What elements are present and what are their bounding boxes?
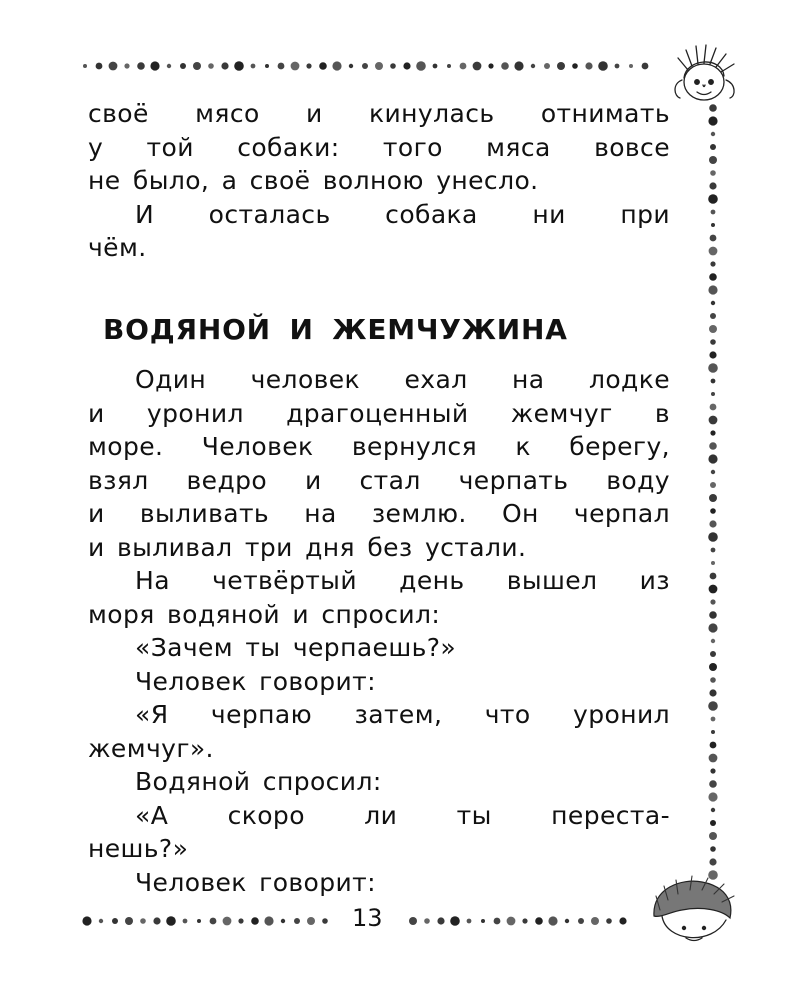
border-dot <box>234 61 244 71</box>
border-dot <box>208 63 214 69</box>
border-dot <box>710 339 716 345</box>
text-line: своё мясо и кинулась отнимать <box>88 99 670 128</box>
border-dot <box>291 62 300 71</box>
border-dot <box>709 156 717 164</box>
border-dot <box>507 917 516 926</box>
text-line: Один человек ехал на лодке <box>135 365 670 394</box>
border-dot <box>197 919 201 923</box>
border-dot <box>124 63 129 68</box>
border-dot <box>307 917 315 925</box>
previous-story-text <box>88 97 670 265</box>
border-dot <box>251 64 256 69</box>
border-dot <box>591 917 599 925</box>
border-dot <box>193 62 201 70</box>
border-dot <box>709 494 717 502</box>
border-dot <box>710 677 716 683</box>
border-dot <box>710 313 716 319</box>
border-dot <box>710 170 716 176</box>
text-line: и выливал три дня без устали. <box>88 532 527 562</box>
story-title: ВОДЯНОЙ И ЖЕМЧУЖИНА <box>103 313 568 346</box>
border-dot <box>709 689 716 696</box>
border-dot <box>711 210 716 215</box>
border-dot <box>709 858 716 865</box>
border-dot <box>709 780 717 788</box>
border-dot <box>180 63 186 69</box>
border-dot <box>375 62 383 70</box>
border-dot <box>708 532 718 542</box>
border-dot <box>642 63 649 70</box>
border-dot <box>416 61 426 71</box>
right-dotted-border <box>705 90 721 880</box>
border-dot <box>306 63 311 68</box>
border-dot <box>709 416 718 425</box>
border-dot <box>137 62 145 70</box>
border-dot <box>711 548 716 553</box>
border-dot <box>265 64 269 68</box>
border-dot <box>531 64 535 68</box>
border-dot <box>709 611 717 619</box>
border-dot <box>629 64 633 68</box>
border-dot <box>362 63 368 69</box>
text-line: и уронил драгоценный жемчуг в <box>88 398 670 428</box>
border-dot <box>319 62 327 70</box>
bottom-dotted-border-left <box>82 913 342 929</box>
border-dot <box>708 701 718 711</box>
border-dot <box>488 63 493 68</box>
border-dot <box>606 918 612 924</box>
text-line: и выливать на землю. Он черпал <box>88 499 670 528</box>
border-dot <box>709 520 716 527</box>
text-line: Человек говорит: <box>135 666 376 696</box>
text-line: «А скоро ли ты переста- <box>135 800 670 830</box>
border-dot <box>238 918 243 923</box>
border-dot <box>390 63 396 69</box>
text-line: «Я черпаю затем, что уронил <box>135 700 670 729</box>
border-dot <box>467 919 472 924</box>
border-dot <box>708 454 717 463</box>
border-dot <box>710 768 715 773</box>
border-dot <box>711 392 715 396</box>
border-dot <box>460 63 467 70</box>
border-dot <box>709 182 716 189</box>
border-dot <box>709 273 717 281</box>
border-dot <box>473 62 482 71</box>
border-dot <box>710 430 715 435</box>
text-line: чём. <box>88 233 147 262</box>
border-dot <box>710 235 717 242</box>
border-dot <box>711 223 715 227</box>
border-dot <box>710 261 715 266</box>
border-dot <box>708 116 717 125</box>
border-dot <box>709 247 718 256</box>
border-dot <box>403 62 410 69</box>
border-dot <box>153 917 160 924</box>
border-dot <box>619 917 626 924</box>
border-dot <box>251 917 259 925</box>
text-line: На четвёртый день вышел из <box>135 566 670 595</box>
text-line: Человек говорит: <box>135 867 376 897</box>
border-dot <box>535 917 543 925</box>
border-dot <box>711 561 715 565</box>
text-line: нешь?» <box>88 834 189 863</box>
border-dot <box>109 62 118 71</box>
border-dot <box>99 919 103 923</box>
border-dot <box>598 61 608 71</box>
border-dot <box>711 301 715 305</box>
text-line: у той собаки: того мяса вовсе <box>88 132 670 162</box>
border-dot <box>433 64 438 69</box>
border-dot <box>710 404 717 411</box>
text-line: «Зачем ты черпаешь?» <box>135 633 457 662</box>
border-dot <box>709 754 718 763</box>
border-dot <box>709 585 718 594</box>
border-dot <box>494 918 501 925</box>
border-dot <box>223 917 232 926</box>
page-number: 13 <box>352 904 383 932</box>
border-dot <box>710 482 716 488</box>
border-dot <box>708 194 718 204</box>
border-dot <box>514 61 523 70</box>
story-text <box>88 363 670 899</box>
border-dot <box>166 916 176 926</box>
border-dot <box>711 639 715 643</box>
border-dot <box>409 917 417 925</box>
child-face-icon <box>666 40 746 110</box>
border-dot <box>710 846 716 852</box>
border-dot <box>557 62 565 70</box>
border-dot <box>708 623 717 632</box>
border-dot <box>710 820 716 826</box>
border-dot <box>710 651 716 657</box>
border-dot <box>709 351 716 358</box>
top-dotted-border <box>80 58 660 74</box>
text-line: И осталась собака ни при <box>135 199 670 229</box>
border-dot <box>112 918 118 924</box>
border-dot <box>332 61 341 70</box>
border-dot <box>522 918 527 923</box>
border-dot <box>711 379 716 384</box>
border-dot <box>585 62 592 69</box>
border-dot <box>125 917 133 925</box>
text-line: взял ведро и стал черпать воду <box>88 465 670 495</box>
border-dot <box>167 64 171 68</box>
border-dot <box>548 916 557 925</box>
border-dot <box>710 742 717 749</box>
border-dot <box>83 64 87 68</box>
border-dot <box>711 470 715 474</box>
border-dot <box>711 717 716 722</box>
border-dot <box>709 442 717 450</box>
border-dot <box>710 573 717 580</box>
border-dot <box>615 64 620 69</box>
border-dot <box>710 508 716 514</box>
border-dot <box>711 808 715 812</box>
border-dot <box>544 63 550 69</box>
border-dot <box>710 144 716 150</box>
border-dot <box>481 919 485 923</box>
border-dot <box>150 61 159 70</box>
border-dot <box>183 919 188 924</box>
border-dot <box>210 918 217 925</box>
border-dot <box>708 363 718 373</box>
border-dot <box>96 63 103 70</box>
border-dot <box>82 916 91 925</box>
border-dot <box>710 599 715 604</box>
text-line: жемчуг». <box>88 733 214 763</box>
bottom-dotted-border-right <box>408 913 638 929</box>
border-dot <box>709 325 717 333</box>
border-dot <box>708 792 717 801</box>
border-dot <box>709 832 717 840</box>
border-dot <box>450 916 460 926</box>
border-dot <box>711 132 715 136</box>
border-dot <box>437 917 444 924</box>
text-line: Водяной спросил: <box>135 767 382 796</box>
text-line: море. Человек вернулся к берегу, <box>88 432 670 461</box>
border-dot <box>424 918 430 924</box>
border-dot <box>565 919 569 923</box>
border-dot <box>281 919 285 923</box>
border-dot <box>221 62 228 69</box>
text-line: не было, а своё волною унесло. <box>88 166 539 195</box>
border-dot <box>264 916 273 925</box>
border-dot <box>294 918 300 924</box>
border-dot <box>709 663 717 671</box>
border-dot <box>349 64 353 68</box>
border-dot <box>578 918 584 924</box>
border-dot <box>140 918 146 924</box>
border-dot <box>711 730 715 734</box>
border-dot <box>447 64 451 68</box>
border-dot <box>278 63 285 70</box>
border-dot <box>572 63 578 69</box>
border-dot <box>708 285 717 294</box>
border-dot <box>501 62 509 70</box>
text-line: моря водяной и спросил: <box>88 599 441 629</box>
border-dot <box>322 918 328 924</box>
